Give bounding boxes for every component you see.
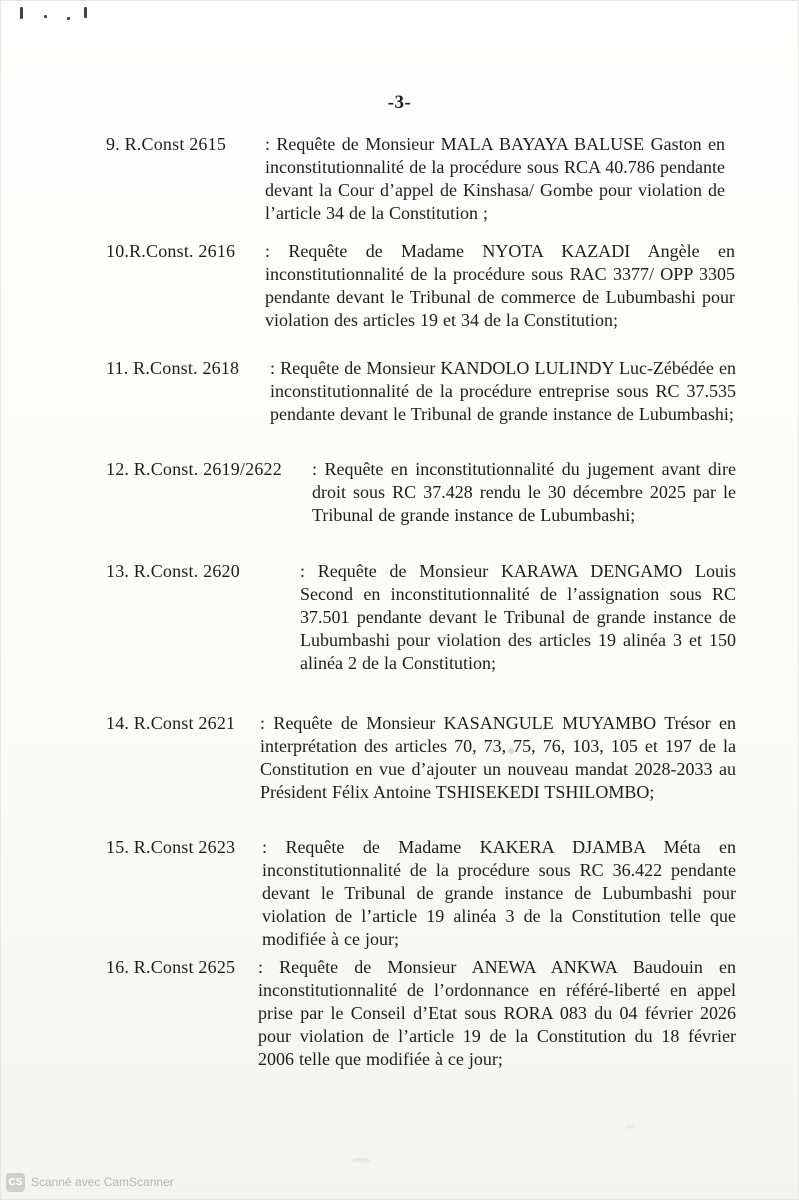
request-description: : Requête de Madame NYOTA KAZADI Angèle en inconstitutionnalité de la procédure sous RAC 3377/ OPP 3305 pendante devant le Tribunal de commerce de Lubumbashi pour violation des articles 19 et 34 de la Constitution; xyxy=(265,241,735,330)
request-description: : Requête de Madame KAKERA DJAMBA Méta en inconstitutionnalité de la procédure sous RC 36.422 pendante devant le Tribunal de grande instance de Lubumbashi pour violation de l’article 19 alinéa 3 de la Constitution telle que modifiée à ce jour; xyxy=(262,837,736,949)
request-description: : Requête de Monsieur MALA BAYAYA BALUSE Gaston en inconstitutionnalité de la procédure sous RCA 40.786 pendante devant la Cour d’appel de Kinshasa/ Gombe pour violation de l’article 34 de la Constitution ; xyxy=(265,134,725,223)
request-reference: 15. R.Const 2623 xyxy=(106,837,236,857)
request-reference: 10.R.Const. 2616 xyxy=(106,241,236,261)
request-description: : Requête de Monsieur ANEWA ANKWA Baudouin en inconstitutionnalité de l’ordonnance en référé-liberté en appel prise par le Conseil d’Etat sous RORA 083 du 04 février 2026 pour violation de l’article 19 de la Constitution du 18 février 2006 telle que modifiée à ce jour; xyxy=(258,957,736,1069)
page-number: -3- xyxy=(387,92,412,113)
request-reference: 9. R.Const 2615 xyxy=(106,134,227,154)
request-reference: 12. R.Const. 2619/2622 xyxy=(106,459,282,479)
request-reference: 13. R.Const. 2620 xyxy=(106,561,240,581)
request-description: : Requête de Monsieur KASANGULE MUYAMBO Trésor en interprétation des articles 70, 73, 75, 76, 103, 105 et 197 de la Constitution en vue d’ajouter un nouveau mandat 2028-2033 au Président Félix Antoine TSHISEKEDI TSHILOMBO; xyxy=(260,713,736,802)
scan-speck xyxy=(625,1125,635,1129)
request-description: : Requête de Monsieur KANDOLO LULINDY Luc-Zébédée en inconstitutionnalité de la procédure entreprise sous RC 37.535 pendante devant le Tribunal de grande instance de Lubumbashi; xyxy=(270,358,736,424)
scan-speck xyxy=(352,1158,370,1163)
scan-speck xyxy=(508,748,514,754)
request-reference: 11. R.Const. 2618 xyxy=(106,358,240,378)
request-description: : Requête de Monsieur KARAWA DENGAMO Louis Second en inconstitutionnalité de l’assignation sous RC 37.501 pendante devant le Tribunal de grande instance de Lubumbashi pour violation des articles 19 alinéa 3 et 150 alinéa 2 de la Constitution; xyxy=(300,561,736,673)
request-description: : Requête en inconstitutionnalité du jugement avant dire droit sous RC 37.428 rendu le 30 décembre 2025 par le Tribunal de grande instance de Lubumbashi; xyxy=(312,459,736,525)
camscanner-caption: Scanné avec CamScanner xyxy=(31,1175,174,1189)
camscanner-footer xyxy=(6,1171,174,1193)
camscanner-logo-icon: CS xyxy=(6,1173,25,1192)
request-reference: 16. R.Const 2625 xyxy=(106,957,236,977)
request-reference: 14. R.Const 2621 xyxy=(106,713,236,733)
